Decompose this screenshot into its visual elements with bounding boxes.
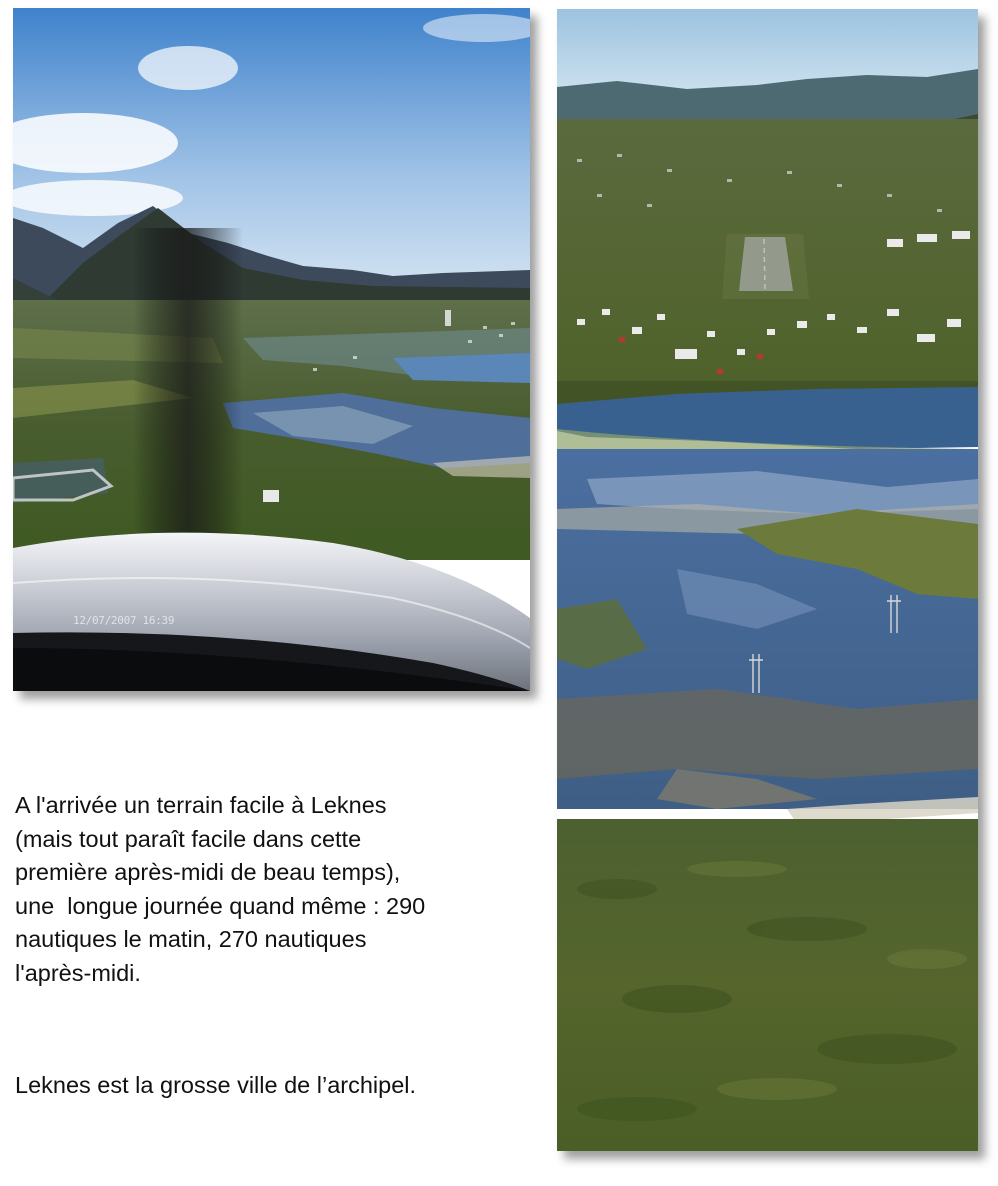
caption xyxy=(15,722,535,1148)
photo-timestamp: 12/07/2007 16:39 xyxy=(73,614,175,627)
leknes-runway-photo xyxy=(557,9,978,1151)
leknes-runway-image xyxy=(557,9,978,1151)
cockpit-approach-image xyxy=(13,8,530,691)
cockpit-approach-photo xyxy=(13,8,530,691)
caption-paragraph-arrival: A l'arrivée un terrain facile à Leknes (mais tout paraît facile dans cette première après-midi de beau temps), une longue journée quand même : 290 nautiques le matin, 270 nautiques l'après-midi. xyxy=(15,792,426,986)
caption-paragraph-leknes: Leknes est la grosse ville de l’archipel. xyxy=(15,1072,417,1098)
